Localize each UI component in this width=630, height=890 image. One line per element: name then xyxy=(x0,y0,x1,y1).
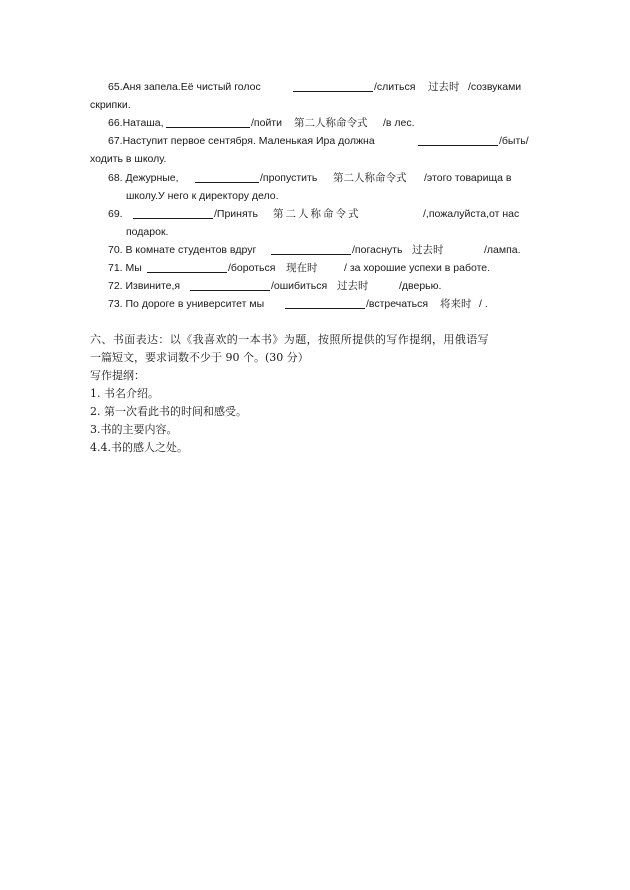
ex72-text: 72. Извините,я xyxy=(108,280,181,292)
ex65-text: 65.Аня запела.Её чистый голос xyxy=(108,81,261,93)
ex65-blank[interactable] xyxy=(293,80,373,92)
ex69-text: 69. xyxy=(108,208,123,220)
ex73-verb: /встречаться xyxy=(366,298,429,310)
ex68-continuation: школу.У него к директору дело. xyxy=(126,190,279,202)
writing-heading-cont: 一篇短文，要求词数不少于 90 个。(30 分） xyxy=(90,351,309,364)
ex72-hint: 过去时 xyxy=(337,280,369,292)
outline-item: 3.书的主要内容。 xyxy=(90,423,178,436)
ex65-continuation: скрипки. xyxy=(90,99,131,111)
ex68-text: 68. Дежурные, xyxy=(108,172,179,184)
ex67-rest: /быть/ xyxy=(499,135,529,147)
ex69-rest: /,пожалуйста,от нас xyxy=(423,208,520,220)
ex71-hint: 现在时 xyxy=(286,262,318,274)
ex68-blank[interactable] xyxy=(195,171,259,183)
ex70-verb: /погаснуть xyxy=(352,244,403,256)
ex65-verb: /слиться xyxy=(374,81,416,93)
ex70-blank[interactable] xyxy=(271,243,351,255)
ex70-text: 70. В комнате студентов вдруг xyxy=(108,244,257,256)
ex67-blank[interactable] xyxy=(418,134,498,146)
ex73-hint: 将来时 xyxy=(440,298,472,310)
ex66-rest: /в лес. xyxy=(383,117,415,129)
ex71-verb: /бороться xyxy=(228,262,276,274)
ex69-blank[interactable] xyxy=(133,207,213,219)
ex71-rest: / за хорошие успехи в работе. xyxy=(344,262,491,274)
ex73-text: 73. По дороге в университет мы xyxy=(108,298,265,310)
ex66-blank[interactable] xyxy=(166,116,250,128)
ex70-rest: /лампа. xyxy=(484,244,521,256)
ex66-text: 66.Наташа, xyxy=(108,117,164,129)
outline-item: 2. 第一次看此书的时间和感受。 xyxy=(90,405,247,418)
ex68-hint: 第二人称命令式 xyxy=(333,172,407,184)
ex72-rest: /дверью. xyxy=(399,280,442,292)
ex71-text: 71. Мы xyxy=(108,262,142,274)
ex73-blank[interactable] xyxy=(285,297,365,309)
outline-item: 1. 书名介绍。 xyxy=(90,387,159,400)
ex67-text: 67.Наступит первое сентября. Маленькая Ира должна xyxy=(108,135,375,147)
ex66-verb: /пойти xyxy=(251,117,282,129)
ex73-rest: / . xyxy=(479,298,488,310)
ex67-continuation: ходить в школу. xyxy=(90,153,167,165)
ex69-continuation: подарок. xyxy=(126,226,169,238)
ex69-hint: 第二人称命令式 xyxy=(273,208,361,220)
ex72-verb: /ошибиться xyxy=(271,280,328,292)
outline-item: 4.4.书的感人之处。 xyxy=(90,441,188,454)
ex72-blank[interactable] xyxy=(190,279,270,291)
writing-heading: 六、书面表达：以《我喜欢的一本书》为题，按照所提供的写作提纲，用俄语写 xyxy=(90,333,489,346)
ex65-hint: 过去时 xyxy=(428,81,460,93)
ex68-verb: /пропустить xyxy=(260,172,318,184)
ex70-hint: 过去时 xyxy=(412,244,444,256)
ex68-rest: /этого товарища в xyxy=(424,172,512,184)
ex71-blank[interactable] xyxy=(147,261,227,273)
ex66-hint: 第二人称命令式 xyxy=(294,117,368,129)
ex69-verb: /Принять xyxy=(214,208,258,220)
outline-label: 写作提纲： xyxy=(90,369,145,382)
ex65-rest: /созвуками xyxy=(468,81,522,93)
